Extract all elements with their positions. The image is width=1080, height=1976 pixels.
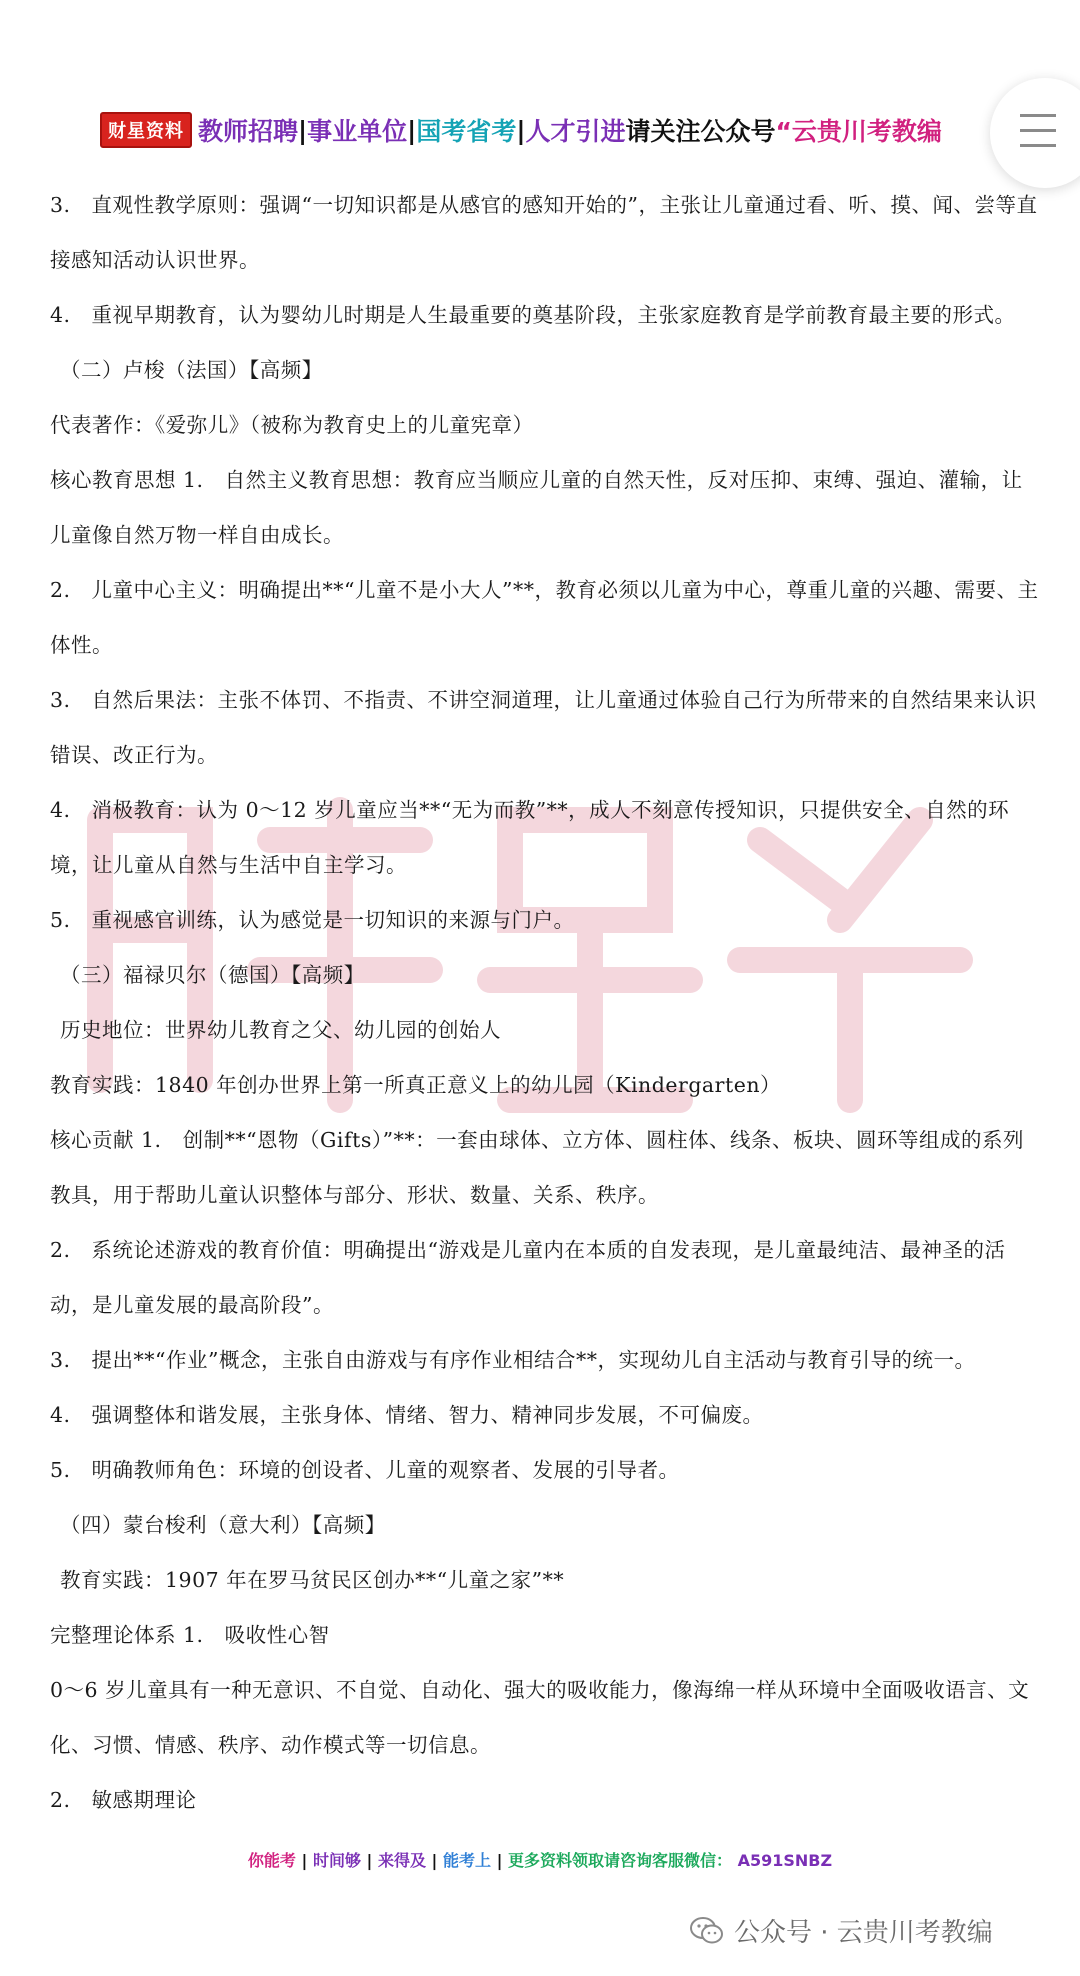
paragraph: 核心教育思想 1. 自然主义教育思想：教育应当顺应儿童的自然天性，反对压抑、束缚、强迫、灌输，让儿童像自然万物一样自由成长。	[50, 468, 1023, 547]
hamburger-icon	[1020, 129, 1056, 132]
header-tag-talent: 人才引进	[525, 117, 626, 146]
header-tag-institution: 事业单位	[307, 117, 408, 146]
paragraph: 教育实践：1840 年创办世界上第一所真正意义上的幼儿园（Kindergarten）	[50, 1073, 782, 1097]
paragraph: 3. 自然后果法：主张不体罚、不指责、不讲空洞道理，让儿童通过体验自己行为所带来的自然结果来认识错误、改正行为。	[50, 688, 1037, 767]
paragraph: 教育实践：1907 年在罗马贫民区创办**“儿童之家”**	[60, 1568, 565, 1592]
article-body	[50, 178, 1040, 1828]
footer-contact-text: 更多资料领取请咨询客服微信：	[507, 1851, 732, 1870]
header-banner	[100, 108, 942, 152]
header-separator: |	[516, 115, 526, 145]
footer-tag: 你能考	[247, 1851, 296, 1870]
paragraph: 2. 系统论述游戏的教育价值：明确提出“游戏是儿童内在本质的自发表现，是儿童最纯洁、最神圣的活动，是儿童发展的最高阶段”。	[50, 1238, 1006, 1317]
header-separator: |	[298, 115, 308, 145]
footer-separator: |	[301, 1851, 308, 1870]
hamburger-icon	[1020, 114, 1056, 117]
header-separator: |	[407, 115, 417, 145]
footer-banner	[0, 1848, 1080, 1871]
header-tag-teacher: 教师招聘	[198, 117, 299, 146]
hamburger-icon	[1020, 144, 1056, 147]
section-heading: （四）蒙台梭利（意大利）【高频】	[60, 1513, 386, 1537]
section-heading: （三）福禄贝尔（德国）【高频】	[60, 963, 365, 987]
header-follow-text: 请关注公众号	[625, 117, 776, 146]
paragraph: 3. 直观性教学原则：强调“一切知识都是从感官的感知开始的”，主张让儿童通过看、听、摸、闻、尝等直接感知活动认识世界。	[50, 193, 1038, 272]
paragraph: 5. 重视感官训练，认为感觉是一切知识的来源与门户。	[50, 908, 575, 932]
paragraph: 历史地位：世界幼儿教育之父、幼儿园的创始人	[60, 1018, 501, 1042]
paragraph: 4. 强调整体和谐发展，主张身体、情绪、智力、精神同步发展，不可偏废。	[50, 1403, 764, 1427]
section-heading: （二）卢梭（法国）【高频】	[60, 358, 323, 382]
paragraph: 2. 儿童中心主义：明确提出**“儿童不是小大人”**，教育必须以儿童为中心，尊重儿童的兴趣、需要、主体性。	[50, 578, 1039, 657]
footer-wechat-id: A591SNBZ	[737, 1851, 833, 1870]
paragraph: 4. 重视早期教育，认为婴幼儿时期是人生最重要的奠基阶段，主张家庭教育是学前教育最主要的形式。	[50, 303, 1016, 327]
paragraph: 4. 消极教育：认为 0～12 岁儿童应当**“无为而教”**，成人不刻意传授知识，只提供安全、自然的环境，让儿童从自然与生活中自主学习。	[50, 798, 1010, 877]
account-watermark	[690, 1912, 993, 1949]
paragraph: 核心贡献 1. 创制**“恩物（Gifts）”**：一套由球体、立方体、圆柱体、线条、板块、圆环等组成的系列教具，用于帮助儿童认识整体与部分、形状、数量、关系、秩序。	[50, 1128, 1025, 1207]
paragraph: 完整理论体系 1. 吸收性心智	[50, 1623, 330, 1647]
header-tag-exam: 国考省考	[416, 117, 517, 146]
footer-separator: |	[431, 1851, 438, 1870]
paragraph: 5. 明确教师角色：环境的创设者、儿童的观察者、发展的引导者。	[50, 1458, 680, 1482]
account-name: 公众号 · 云贵川考教编	[734, 1918, 993, 1948]
brand-logo: 财星资料	[100, 112, 192, 148]
menu-button[interactable]	[990, 78, 1080, 188]
paragraph: 3. 提出**“作业”概念，主张自由游戏与有序作业相结合**，实现幼儿自主活动与教育引导的统一。	[50, 1348, 976, 1372]
header-account-name: “云贵川考教编	[775, 117, 942, 146]
paragraph: 0～6 岁儿童具有一种无意识、不自觉、自动化、强大的吸收能力，像海绵一样从环境中全面吸收语言、文化、习惯、情感、秩序、动作模式等一切信息。	[50, 1678, 1030, 1757]
paragraph: 2. 敏感期理论	[50, 1788, 197, 1812]
paragraph: 代表著作：《爱弥儿》（被称为教育史上的儿童宪章）	[50, 413, 534, 437]
footer-tag: 时间够	[312, 1851, 361, 1870]
footer-tag: 来得及	[377, 1851, 426, 1870]
wechat-icon	[690, 1917, 724, 1945]
footer-separator: |	[366, 1851, 373, 1870]
footer-tag: 能考上	[442, 1851, 491, 1870]
footer-separator: |	[496, 1851, 503, 1870]
